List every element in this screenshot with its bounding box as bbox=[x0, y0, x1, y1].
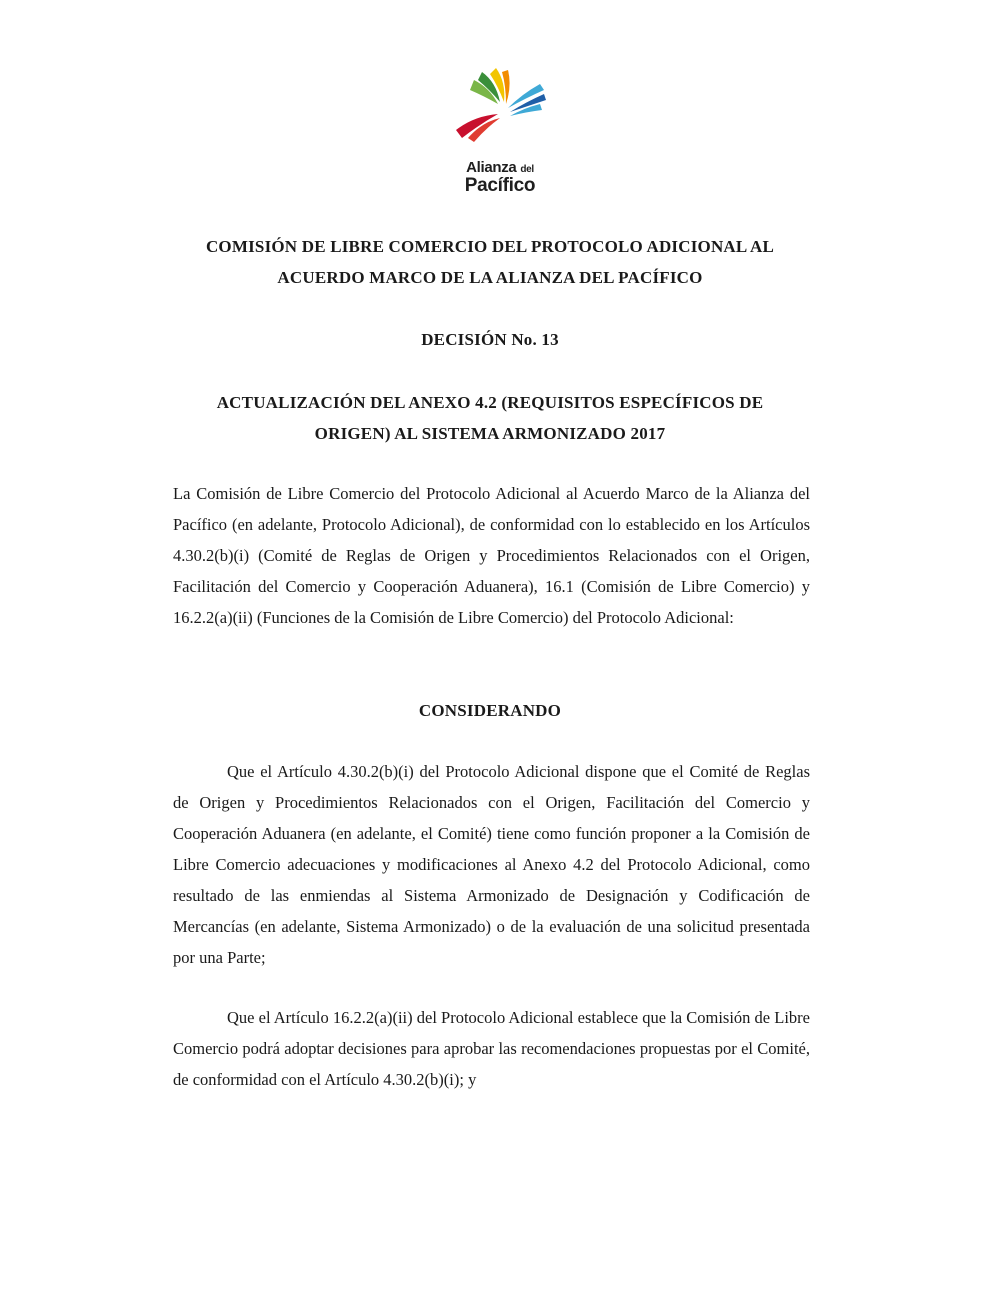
intro-paragraph: La Comisión de Libre Comercio del Protocolo Adicional al Acuerdo Marco de la Alianza del Pacífico (en adelante, Protocolo Adicional), de conformidad con lo establecido en los Artículos 4.30.2(b)(i) (Comité de Reglas de Origen y Procedimientos Relacionados con el Origen, Facilitación del Comercio y Cooperación Aduanera), 16.1 (Comisión de Libre Comercio) y 16.2.2(a)(ii) (Funciones de la Comisión de Libre Comercio) del Protocolo Adicional: bbox=[173, 484, 810, 627]
logo-wordmark bbox=[440, 160, 560, 195]
decision-subject-line-1: ACTUALIZACIÓN DEL ANEXO 4.2 (REQUISITOS ESPECÍFICOS DE bbox=[216, 393, 764, 412]
considerando-heading: CONSIDERANDO bbox=[418, 701, 562, 720]
decision-number: DECISIÓN No. 13 bbox=[421, 330, 559, 349]
logo-text-del: del bbox=[520, 164, 534, 175]
considerando-paragraph-1: Que el Artículo 4.30.2(b)(i) del Protocolo Adicional dispone que el Comité de Reglas de Origen y Procedimientos Relacionados con el Origen, Facilitación del Comercio y Cooperación Aduanera (en adelante, el Comité) tiene como función proponer a la Comisión de Libre Comercio adecuaciones y modificaciones al Anexo 4.2 del Protocolo Adicional, como resultado de las enmiendas al Sistema Armonizado de Designación y Codificación de Mercancías (en adelante, Sistema Armonizado) o de la evaluación de una solicitud presentada por una Parte; bbox=[173, 762, 810, 967]
alianza-del-pacifico-logo bbox=[440, 68, 560, 200]
commission-title-line-2: ACUERDO MARCO DE LA ALIANZA DEL PACÍFICO bbox=[277, 268, 703, 287]
considerando-paragraph-2: Que el Artículo 16.2.2(a)(ii) del Protocolo Adicional establece que la Comisión de Libre Comercio podrá adoptar decisiones para aprobar las recomendaciones propuestas por el Comité, de conformidad con el Artículo 4.30.2(b)(i); y bbox=[173, 1008, 810, 1089]
logo-text-alianza: Alianza bbox=[466, 159, 517, 176]
pinwheel-logo-icon bbox=[452, 68, 548, 142]
decision-subject bbox=[150, 387, 830, 449]
decision-subject-line-2: ORIGEN) AL SISTEMA ARMONIZADO 2017 bbox=[314, 424, 666, 443]
commission-title-line-1: COMISIÓN DE LIBRE COMERCIO DEL PROTOCOLO ADICIONAL AL bbox=[205, 237, 775, 256]
commission-title bbox=[150, 231, 830, 293]
logo-text-pacifico: Pacífico bbox=[464, 175, 536, 196]
